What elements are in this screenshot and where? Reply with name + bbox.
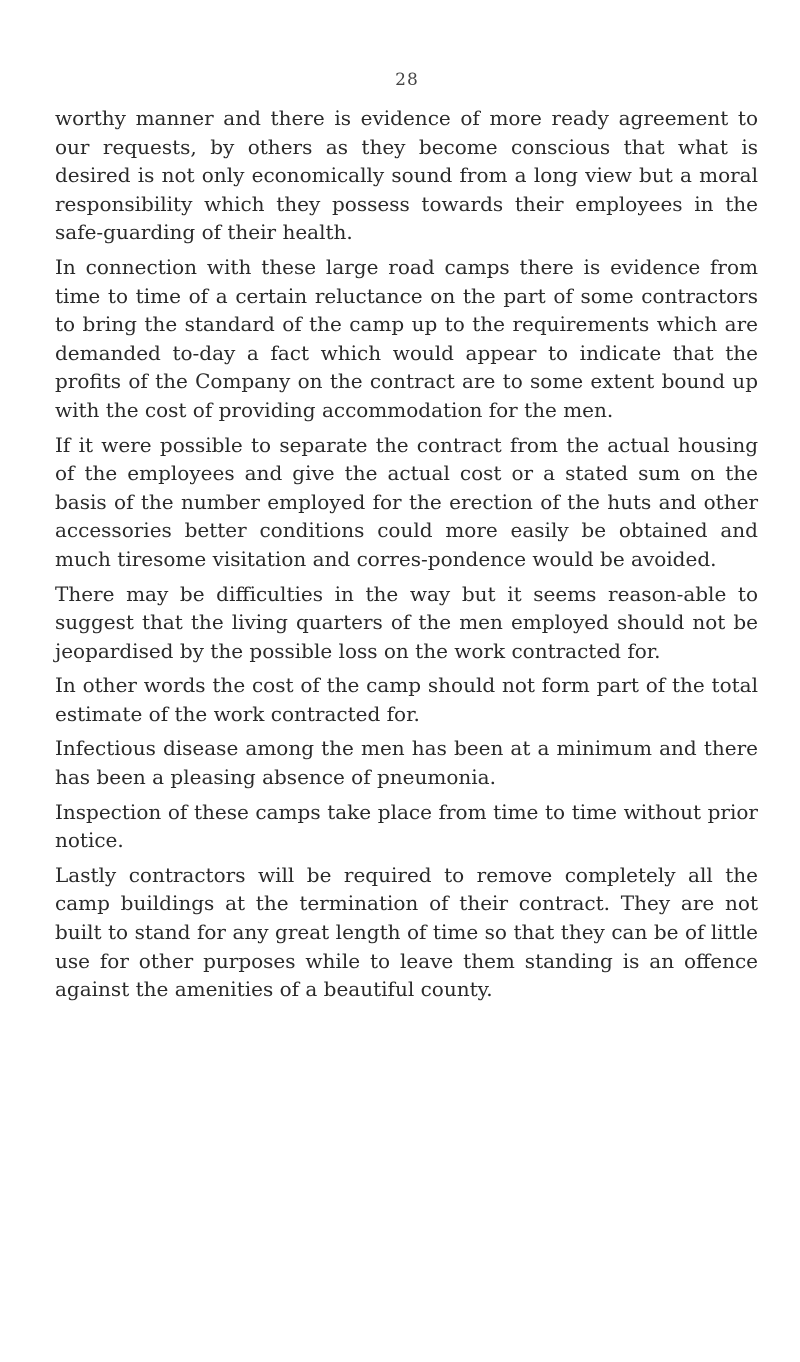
paragraph-road-camps: In connection with these large road camps there is evidence from time to time of a certain reluctance on the part of some contractors to bring the standard of the camp up to the requirements which are demanded to-day a fact which would appear to indicate that the profits of the Company on the contract are to some extent bound up with the cost of providing accommodation for the men. bbox=[55, 254, 758, 422]
paragraph-inspection: Inspection of these camps take place from time to time without prior notice. bbox=[55, 799, 758, 853]
paragraph-continuation: worthy manner and there is evidence of more ready agreement to our requests, by others as they become conscious that what is desired is not only economically sound from a long view but a moral responsibility which they possess towards their employees in the safe-guarding of their health. bbox=[55, 106, 758, 245]
page-number: 28 bbox=[395, 70, 419, 90]
paragraph-cost-of-camp: In other words the cost of the camp should not form part of the total estimate of the work contracted for. bbox=[55, 673, 758, 726]
paragraph-removal: Lastly contractors will be required to remove completely all the camp buildings at the termination of their contract. They are not built to stand for any great length of time so that they can be of little use for other purposes while to leave them standing is an offence against the amenities of a beautiful county. bbox=[55, 862, 758, 1002]
body-text bbox=[55, 104, 758, 1004]
paragraph-infectious-disease: Infectious disease among the men has been at a minimum and there has been a pleasing absence of pneumonia. bbox=[55, 736, 758, 790]
paragraph-separate-contract: If it were possible to separate the contract from the actual housing of the employees and give the actual cost or a stated sum on the basis of the number employed for the erection of the huts and other accessories better conditions could more easily be obtained and much tiresome visitation and corres-pondence would be avoided. bbox=[55, 432, 758, 571]
paragraph-difficulties: There may be difficulties in the way but it seems reason-able to suggest that the living quarters of the men employed should not be jeopardised by the possible loss on the work contracted for. bbox=[55, 581, 758, 663]
